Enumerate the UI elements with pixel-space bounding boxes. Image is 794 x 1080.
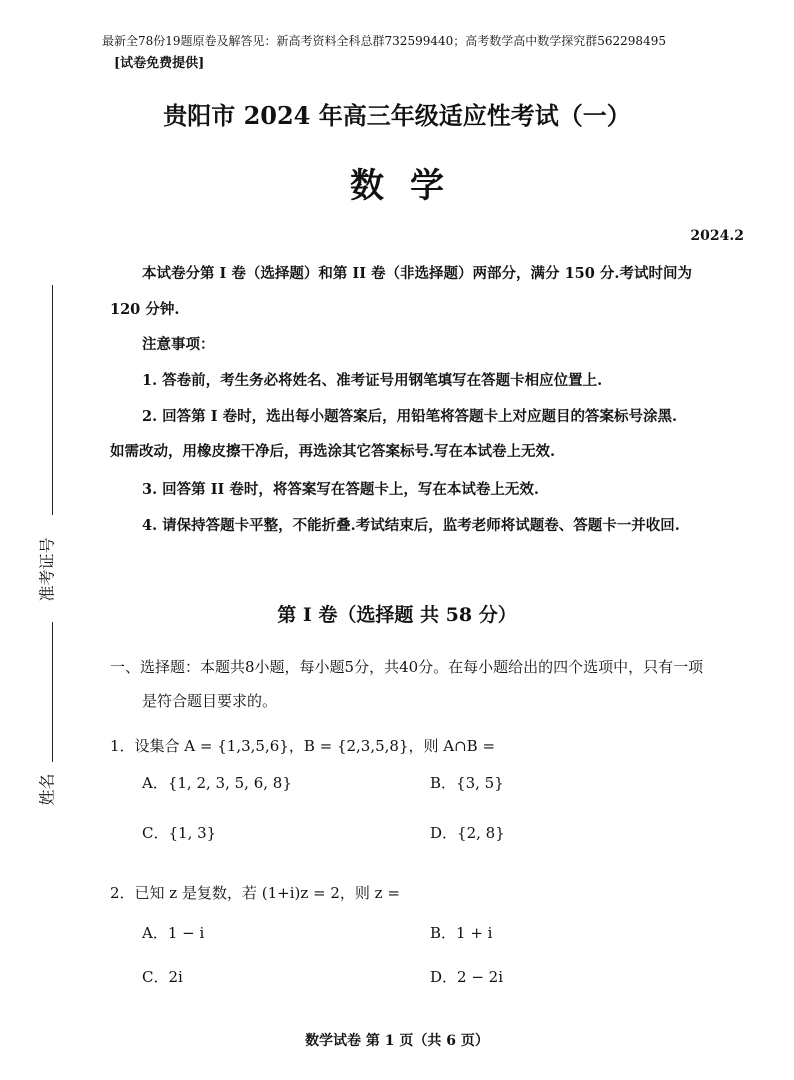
margin-rule-bottom xyxy=(52,622,53,762)
page-footer: 数学试卷 第 1 页（共 6 页） xyxy=(305,1033,489,1049)
question-1-stem: 1．设集合 A = {1,3,5,6}，B = {2,3,5,8}，则 A∩B = xyxy=(110,737,496,755)
notice-item-1: 1. 答卷前，考生务必将姓名、准考证号用钢笔填写在答题卡相应位置上. xyxy=(142,372,603,389)
question-1-option-c: C．{1, 3} xyxy=(142,824,217,842)
intro-line-2: 120 分钟. xyxy=(110,301,180,318)
question-2-option-b: B．1 + i xyxy=(430,924,493,942)
notice-heading: 注意事项： xyxy=(142,336,215,353)
exam-date: 2024.2 xyxy=(690,228,744,244)
section-title: 第 I 卷（选择题 共 58 分） xyxy=(277,604,517,626)
notice-item-2-cont: 如需改动，用橡皮擦干净后，再选涂其它答案标号.写在本试卷上无效. xyxy=(110,443,556,460)
question-2-option-d: D．2 − 2i xyxy=(430,968,504,986)
question-1-option-b: B．{3, 5} xyxy=(430,774,504,792)
part1-instructions-line-1: 一、选择题：本题共8小题，每小题5分，共40分。在每小题给出的四个选项中，只有一项 xyxy=(110,658,704,676)
question-2-option-a: A．1 − i xyxy=(142,924,205,942)
subject-title: 数学 xyxy=(350,166,470,206)
exam-id-label: 准考证号 xyxy=(37,537,57,602)
free-note: [试卷免费提供] xyxy=(114,56,205,71)
part1-instructions-line-2: 是符合题目要求的。 xyxy=(142,692,278,710)
question-2-option-c: C．2i xyxy=(142,968,183,986)
margin-rule-top xyxy=(52,285,53,515)
intro-line-1: 本试卷分第 I 卷（选择题）和第 II 卷（非选择题）两部分，满分 150 分.考试时间为 xyxy=(142,265,692,282)
notice-item-2: 2. 回答第 I 卷时，选出每小题答案后，用铅笔将答题卡上对应题目的答案标号涂黑. xyxy=(142,408,678,425)
question-1-option-a: A．{1, 2, 3, 5, 6, 8} xyxy=(142,774,292,792)
question-2-stem: 2．已知 z 是复数，若 (1+i)z = 2，则 z = xyxy=(110,884,400,902)
notice-item-3: 3. 回答第 II 卷时，将答案写在答题卡上，写在本试卷上无效. xyxy=(142,481,539,498)
header-note: 最新全78份19题原卷及解答见：新高考资料全科总群732599440；高考数学高中数学探究群562298495 xyxy=(102,34,666,48)
question-1-option-d: D．{2, 8} xyxy=(430,824,505,842)
exam-title: 贵阳市 2024 年高三年级适应性考试（一） xyxy=(163,101,631,130)
notice-item-4: 4. 请保持答题卡平整，不能折叠.考试结束后，监考老师将试题卷、答题卡一并收回. xyxy=(142,517,680,534)
name-label: 姓名 xyxy=(37,773,57,806)
